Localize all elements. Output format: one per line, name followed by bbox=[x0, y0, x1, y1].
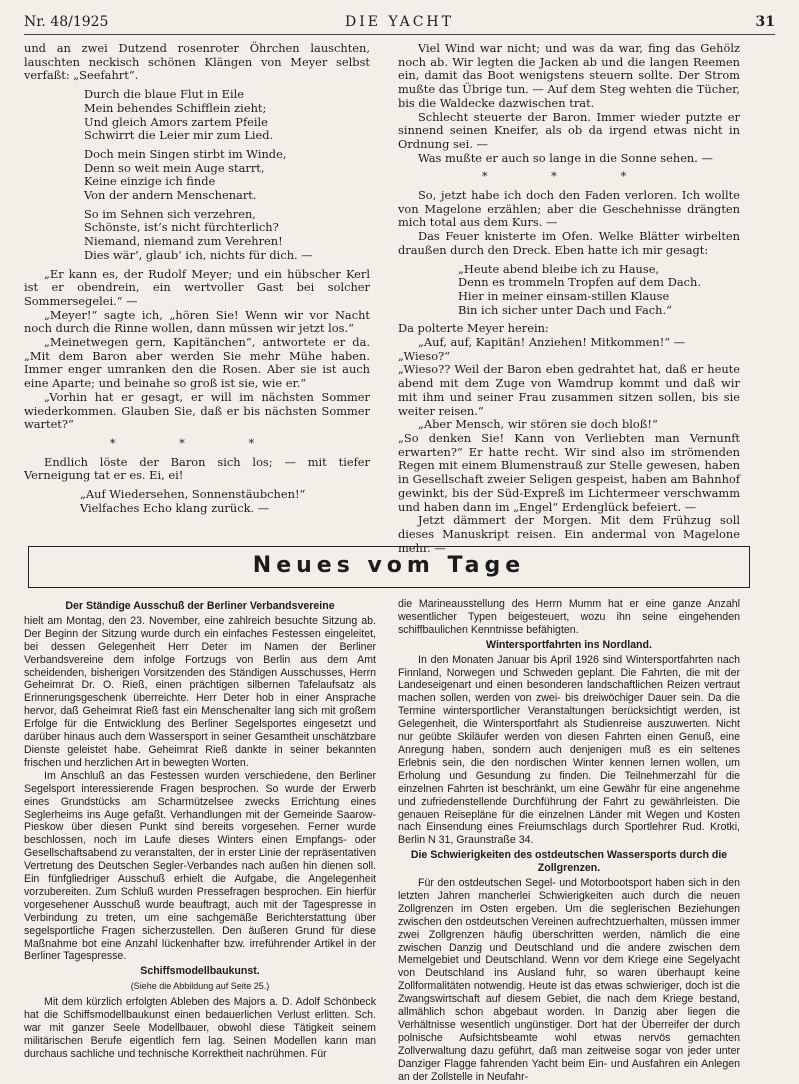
paragraph: „Vorhin hat er gesagt, er will im nächsten Sommer wiederkommen. Glauben Sie, daß er bis nächsten Sommer wartet?“ bbox=[24, 389, 370, 432]
story-column-right bbox=[398, 42, 740, 555]
verse bbox=[24, 88, 370, 143]
verse-line: Hier in meiner einsam-stillen Klause bbox=[458, 288, 670, 303]
verse bbox=[24, 488, 370, 515]
verse-line: Niemand, niemand zum Verehren! bbox=[84, 234, 283, 249]
paragraph: hielt am Montag, den 23. November, eine zahlreich besuchte Sitzung ab. Der Beginn der Sitzung wurde durch ein einfaches Festessen eingeleitet, bei dessen Gelegenheit Herr Deter im Namen der Berliner Verbandsvereine dem infolge Fortzugs von Berlin aus dem Amt scheidenden, bisherigen Vorsitzenden des Ständigen Ausschusses, Herrn Geheimrat Dr. O. Rieß, einen prächtigen silbernen Tafelaufsatz als Erinnerungsgeschenk überreichte. Herr Deter hob in einer Ansprache hervor, daß Geheimrat Rieß fast ein Menschenalter lang sich mit großem Erfolge für die Entwicklung des Berliner Segelsportes eingesetzt und darüber hinaus auch dem Wassersport in seiner Gesamtheit unschätzbare Dienste geleistet habe. Geheimrat Rieß dankte in seiner bekannten frischen und herzlichen Art in bewegten Worten. bbox=[24, 614, 376, 769]
article-heading: Die Schwierigkeiten des ostdeutschen Wassersports durch die Zollgrenzen. bbox=[410, 849, 728, 875]
news-column-right bbox=[398, 598, 740, 1084]
section-title: Neues vom Tage bbox=[252, 553, 526, 578]
paragraph: Endlich löste der Baron sich los; — mit tiefer Verneigung tat er es. Ei, ei! bbox=[24, 454, 370, 483]
magazine-title: DIE YACHT bbox=[345, 14, 454, 30]
verse-line: Schönste, ist’s nicht fürchterlich? bbox=[84, 220, 279, 235]
verse bbox=[24, 208, 370, 263]
story-column-left bbox=[24, 42, 370, 521]
verse-line: Bin ich sicher unter Dach und Fach.“ bbox=[458, 302, 672, 317]
verse-line: Denn es trommeln Tropfen auf dem Dach. bbox=[458, 275, 701, 290]
section-stars: * * * bbox=[109, 435, 285, 450]
article-heading: Der Ständige Ausschuß der Berliner Verbandsvereine bbox=[65, 600, 335, 612]
verse-line: Denn so weit mein Auge starrt, bbox=[84, 160, 265, 175]
paragraph: „Meyer!“ sagte ich, „hören Sie! Wenn wir vor Nacht noch durch die Rinne wollen, dann müssen wir jetzt los.“ bbox=[24, 307, 370, 336]
verse-line: Schwirrt die Leier mir zum Lied. bbox=[84, 128, 274, 143]
section-banner bbox=[28, 546, 750, 588]
issue-number: Nr. 48/1925 bbox=[24, 14, 109, 30]
paragraph: „Er kann es, der Rudolf Meyer; und ein hübscher Kerl ist er obendrein, ein wertvoller Gast bei solcher Sommersegelei.“ — bbox=[24, 266, 370, 308]
verse-line: Durch die blaue Flut in Eile bbox=[84, 87, 244, 102]
verse-line: Doch mein Singen stirbt im Winde, bbox=[84, 146, 287, 161]
verse-line: Dies wär’, glaub’ ich, nichts für dich. — bbox=[84, 247, 313, 262]
verse bbox=[24, 148, 370, 203]
paragraph: die Marineausstellung des Herrn Mumm hat er eine ganze Anzahl wesentlicher Typen beigesteuert, wozu ihn seine eingehenden schiffbaulichen Kenntnisse befähigten. bbox=[398, 598, 740, 636]
section-stars: * * * bbox=[481, 169, 657, 184]
verse-line: Von der andern Menschenart. bbox=[84, 188, 257, 203]
paragraph: Im Anschluß an das Festessen wurden verschiedene, den Berliner Segelsport interessierende Fragen besprochen. So wurde der Erwerb eines Grundstücks am Scharmützelsee zwecks Errichtung eines Seglerheims ins Auge gefaßt. Verhandlungen mit der Gemeinde Saarow-Pieskow über diesen Punkt sind bereits vorgesehen. Ferner wurde beschlossen, noch im Laufe dieses Winters einen Empfangs- oder Gesellschaftsabend zu veranstalten, der in erster Linie der repräsentativen Vertretung des Deutschen Segler-Verbandes nach außen hin dienen soll. Ein fünfgliedriger Ausschuß erhielt die Aufgabe, die Angelegenheit vorzubereiten. Zum Schluß wurden Pressefragen besprochen. Ein hierfür vorgesehener Ausschuß wurde beauftragt, auch mit der Tagespresse in Verbindung zu treten, um eine sachgemäße Berichterstattung über segelsportliche Fragen sicherzustellen. Den äußeren Grund für diese Maßnahme bot eine Anzahl lückenhafter bzw. irreführender Artikel in der Berliner Tagespresse. bbox=[24, 769, 376, 963]
paragraph: Für den ostdeutschen Segel- und Motorbootsport haben sich in den letzten Jahren mancherlei Schwierigkeiten auch durch die neuen Zollgrenzen im Osten ergeben. Um die seglerischen Beziehungen zwischen den ostdeutschen Vereinen aufrechtzuerhalten, müssen immer zwei Zollgrenzen häufig überschritten werden, nämlich die eine zwischen Danzig und Deutschland und die andere zwischen dem Memelgebiet und Deutschland. Wenn vor dem Kriege eine Segelyacht von Deutschland ins Ausland fuhr, so waren überhaupt keine Zollformalitäten notwendig. Heute ist das etwas schwieriger, doch ist die Zwangswirtschaft auf diesem Gebiet, die nach dem Kriege bestand, allmählich schon abgebaut worden. In Danzig aber liegen die Verhältnisse wesentlich ungünstiger. Dort hat der Überreifer der durch polnische Aufsichtsbeamte wohl etwas nervös gemachten Zollverwaltung dazu geführt, daß man zeitweise sogar von jeder unter Danziger Flagge fahrenden Yacht beim Ein- und Ausfahren ein Anlegen an der Zollstelle in Neufahr- bbox=[398, 877, 740, 1083]
paragraph: und an zwei Dutzend rosenroter Öhrchen lauschten, lauschten neckisch schönen Klängen von Meyer selbst verfaßt: „Seefahrt“. bbox=[24, 41, 370, 83]
paragraph: Jetzt dämmert der Morgen. Mit dem Frühzug soll dieses Manuskript reisen. Ein andermal von Magelone mehr. — bbox=[398, 513, 740, 555]
paragraph: „So denken Sie! Kann von Verliebten man Vernunft erwarten?“ Er hatte recht. Wir sind also im strömenden Regen mit einem Blumenstrauß zur Stelle gewesen, haben in Gesellschaft zweier Seligen gespeist, haben am Bahnhof gewinkt, bis der Süd-Expreß im Lichtermeer verschwamm und haben dann im „Engel“ Erdenglück befeiert. — bbox=[398, 430, 740, 514]
verse-line: So im Sehnen sich verzehren, bbox=[84, 206, 256, 221]
paragraph: „Aber Mensch, wir stören sie doch bloß!“ bbox=[418, 417, 658, 432]
paragraph: Das Feuer knisterte im Ofen. Welke Blätter wirbelten draußen durch den Dreck. Eben hatte ich mir gesagt: bbox=[398, 229, 740, 257]
verse-line: Keine einzige ich finde bbox=[84, 174, 216, 189]
verse-line: Mein behendes Schifflein zieht; bbox=[84, 100, 267, 115]
news-column-left bbox=[24, 598, 376, 1061]
verse bbox=[398, 263, 740, 318]
paragraph: Schlecht steuerte der Baron. Immer wieder putzte er sinnend seinen Kneifer, als ob da irgend etwas nicht in Ordnung sei. — bbox=[398, 109, 740, 151]
article-heading: Schiffsmodellbaukunst. bbox=[140, 965, 260, 978]
verse-line: „Auf Wiedersehen, Sonnenstäubchen!“ bbox=[80, 487, 306, 502]
paragraph: So, jetzt habe ich doch den Faden verloren. Ich wollte von Magelone erzählen; aber die Geschehnisse drängten mich total aus dem Kurs. — bbox=[398, 188, 740, 230]
paragraph: Viel Wind war nicht; und was da war, fing das Gehölz noch ab. Wir legten die Jacken ab und die langen Reemen ein, damit das Boot wenigstens steuern sollte. Der Strom mußte das Übrige tun. — Auf dem Steg wehten die Tücher, bis die Waldecke dazwischen trat. bbox=[398, 41, 740, 110]
paragraph: In den Monaten Januar bis April 1926 sind Wintersportfahrten nach Finnland, Norwegen und Schweden geplant. Die Fahrten, die mit der Landeseigenart und einen besonderen landschaftlichen Reizen vertraut machen sollen, werden von zwei- bis dreiwöchiger Dauer sein. Da die Termine wintersportlicher Veranstaltungen berücksichtigt werden, ist Gelegenheit, die Wintersportfahrt als Studienreise auszuwerten. Nicht nur geübte Skiläufer werden von diesen Fahrten einen Genuß, eine Anregung haben, sondern auch denjenigen muß es ein seltenes Erlebnis sein, die den nordischen Winter kennen lernen wollen, um Erholung und Gesundung zu finden. Die Teilnehmerzahl für die einzelnen Fahrten ist beschränkt, um eine Gewähr für eine angenehme und zufriedenstellende Durchführung der Fahrt zu gewährleisten. Die genauen Reisepläne für die einzelnen Länder mit Wegen und Kosten nach Einsendung eines Freiumschlags durch Sportlehrer Rud. Krotki, Berlin N 31, Graunstraße 34. bbox=[398, 653, 740, 847]
page-header bbox=[24, 14, 775, 35]
paragraph: Mit dem kürzlich erfolgten Ableben des Majors a. D. Adolf Schönbeck hat die Schiffsmodellbaukunst einen bedauerlichen Verlust erlitten. Sch. war mit ganzer Seele Modellbauer, obwohl diese Tätigkeit seinem militärischen Berufe eigentlich fern lag. Seinen Modellen kann man durchaus sachliche und technische Korrektheit nachrühmen. Für bbox=[24, 996, 376, 1060]
verse-line: Und gleich Amors zartem Pfeile bbox=[84, 114, 268, 129]
article-heading: Wintersportfahrten ins Nordland. bbox=[486, 638, 652, 651]
verse-line: Vielfaches Echo klang zurück. — bbox=[80, 500, 270, 515]
paragraph: „Wieso?? Weil der Baron eben gedrahtet hat, daß er heute abend mit dem Zuge von Wamdrup kommt und daß wir mit ihm und seiner Frau zusammen sitzen sollen, bis sie weiter reisen.“ bbox=[398, 362, 740, 418]
paragraph: „Wieso?“ bbox=[398, 348, 451, 363]
page-number: 31 bbox=[755, 14, 775, 30]
article-subheading: (Siehe die Abbildung auf Seite 25.) bbox=[130, 981, 270, 992]
paragraph: Da polterte Meyer herein: bbox=[398, 321, 549, 336]
paragraph: „Auf, auf, Kapitän! Anziehen! Mitkommen!“ — bbox=[418, 335, 686, 350]
verse-line: „Heute abend bleibe ich zu Hause, bbox=[458, 261, 660, 276]
paragraph: „Meinetwegen gern, Kapitänchen“, antwortete er da. „Mit dem Baron aber werden Sie mehr Mühe haben. Immer enger umranken den die Rosen. Aber sie ist auch eine Aparte; und beinahe so groß ist sie, wie er.“ bbox=[24, 335, 370, 391]
paragraph: Was mußte er auch so lange in die Sonne sehen. — bbox=[418, 150, 713, 165]
